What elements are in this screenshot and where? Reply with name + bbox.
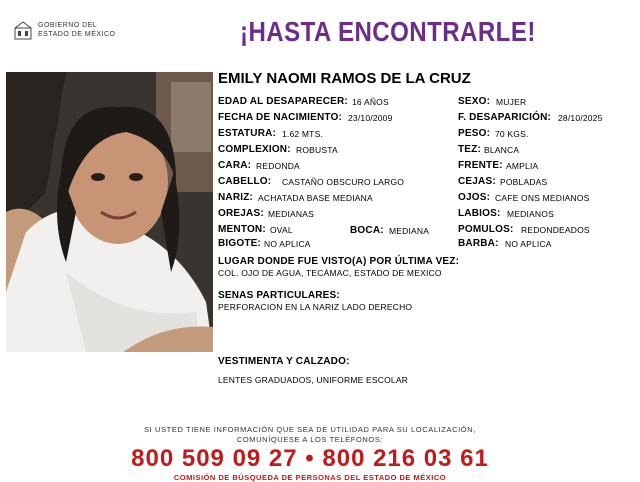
labios-value: MEDIANOS [507,209,554,219]
phone-numbers [0,445,620,473]
portrait-illustration [6,72,213,352]
state-seal-icon [12,20,34,42]
complexion-value: ROBUSTA [296,145,338,155]
pomulos-label: POMULOS: [458,224,514,235]
person-name: EMILY NAOMI RAMOS DE LA CRUZ [218,70,471,87]
lugar-value: COL. OJO DE AGUA, TECÁMAC, ESTADO DE MEXICO [218,268,442,278]
sexo-label: SEXO: [458,96,491,107]
lugar-label: LUGAR DONDE FUE VISTO(A) POR ÚLTIMA VEZ: [218,256,460,267]
government-name-line1: GOBIERNO DEL [38,22,98,29]
vestimenta-value: LENTES GRADUADOS, UNIFORME ESCOLAR [218,375,409,385]
fecha-nacimiento-label: FECHA DE NACIMIENTO: [218,112,342,123]
fecha-desaparicion-label: F. DESAPARICIÓN: [458,112,552,123]
senas-label: SENAS PARTICULARES: [218,290,340,301]
labios-label: LABIOS: [458,208,501,219]
bigote-value: NO APLICA [264,239,311,249]
edad-value: 16 AÑOS [352,97,389,107]
complexion-label: COMPLEXION: [218,144,291,155]
contact-notice-line2: COMUNÍQUESE A LOS TELÉFONOS: [236,435,384,444]
orejas-label: OREJAS: [218,208,264,219]
tez-label: TEZ: [458,144,482,155]
cabello-value: CASTAÑO OBSCURO LARGO [282,177,405,187]
ojos-label: OJOS: [458,192,491,203]
frente-label: FRENTE: [458,160,503,171]
bigote-label: BIGOTE: [218,238,262,249]
pomulos-value: REDONDEADOS [521,225,590,235]
edad-label: EDAD AL DESAPARECER: [218,96,348,107]
separator-dot: • [305,445,315,472]
government-name-line2: ESTADO DE MÉXICO [38,31,116,38]
cejas-label: CEJAS: [458,176,496,187]
estatura-label: ESTATURA: [218,128,277,139]
nariz-value: ACHATADA BASE MEDIANA [258,193,373,203]
menton-value: OVAL [270,225,293,235]
cara-value: REDONDA [256,161,300,171]
boca-label: BOCA: [350,225,384,236]
menton-label: MENTON: [218,224,266,235]
cabello-label: CABELLO: [218,176,272,187]
peso-label: PESO: [458,128,491,139]
fecha-desaparicion-value: 28/10/2025 [558,113,603,123]
sexo-value: MUJER [496,97,527,107]
peso-value: 70 KGS. [495,129,529,139]
nariz-label: NARIZ: [218,192,254,203]
government-logo [12,20,122,44]
headline: ¡HASTA ENCONTRARLE! [240,16,536,47]
orejas-value: MEDIANAS [268,209,314,219]
phone-number-2: 800 216 03 61 [322,445,489,472]
senas-value: PERFORACION EN LA NARIZ LADO DERECHO [218,302,413,312]
commission-name: COMISIÓN DE BÚSQUEDA DE PERSONAS DEL ESTADO DE MÉXICO [173,473,447,482]
barba-value: NO APLICA [505,239,552,249]
frente-value: AMPLIA [506,161,539,171]
vestimenta-label: VESTIMENTA Y CALZADO: [218,356,350,367]
cejas-value: POBLADAS [500,177,548,187]
fecha-nacimiento-value: 23/10/2009 [348,113,393,123]
contact-notice-line1: SI USTED TIENE INFORMACIÓN QUE SEA DE UTILIDAD PARA SU LOCALIZACIÓN, [144,425,476,434]
missing-person-photo [6,72,213,352]
barba-label: BARBA: [458,238,499,249]
cara-label: CARA: [218,160,252,171]
boca-value: MEDIANA [389,226,430,236]
phone-number-1: 800 509 09 27 [131,445,298,472]
ojos-value: CAFE ONS MEDIANOS [495,193,590,203]
estatura-value: 1.62 MTS. [282,129,324,139]
tez-value: BLANCA [484,145,520,155]
